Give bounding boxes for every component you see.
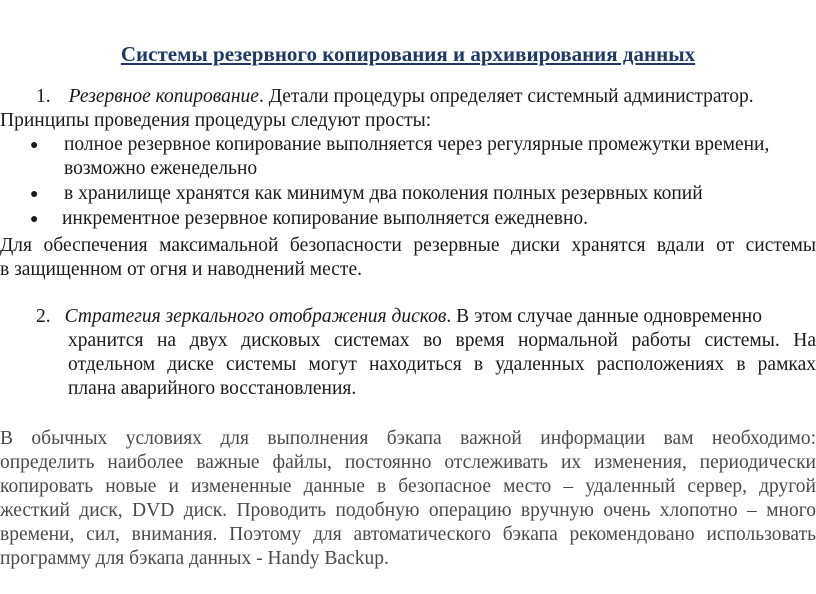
section1-closing-line1: Для обеспечения максимальной безопасности резервные диски хранятся вдали от системы (0, 235, 816, 256)
section2-heading-line (36, 305, 816, 329)
page-title: Системы резервного копирования и архивирования данных (120, 42, 696, 66)
paragraph-line-1: В обычных условиях для выполнения бэкапа важной информации вам необходимо: (0, 428, 816, 449)
bullet-1-line2: возможно еженедельно (64, 158, 258, 179)
section1-term: Резервное копирование (68, 86, 259, 107)
bullet-marker: ● (30, 187, 39, 202)
section2-number: 2. (36, 306, 51, 327)
bullet-1-line1: полное резервное копирование выполняется через регулярные промежутки времени, (64, 134, 770, 155)
section2-text-line4: плана аварийного восстановления. (68, 378, 357, 399)
bullet-marker: ● (30, 212, 39, 227)
section1-number: 1. (36, 86, 51, 107)
paragraph-line-4: жесткий диск, DVD диск. Проводить подобную операцию вручную очень хлопотно – много (0, 500, 816, 521)
paragraph-line-5: времени, сил, внимания. Поэтому для автоматического бэкапа рекомендовано использовать (0, 524, 816, 545)
section1-closing-line2: в защищенном от огня и наводнений месте. (0, 259, 362, 280)
paragraph-line-2: определить наиболее важные файлы, постоянно отслеживать их изменения, периодически (0, 452, 816, 473)
section2-text-line1: . В этом случае данные одновременно (446, 306, 762, 327)
section1-heading-line (36, 85, 754, 109)
section2-text-line2: хранится на двух дисковых системах во время нормальной работы системы. На (68, 330, 816, 351)
bullet-marker: ● (30, 138, 39, 153)
paragraph-line-6: программу для бэкапа данных - Handy Backup. (0, 548, 389, 569)
bullet-3-line1: инкрементное резервное копирование выполняется ежедневно. (62, 208, 589, 229)
paragraph-line-3: копировать новые и измененные данные в безопасное место – удаленный сервер, другой (0, 476, 816, 497)
section2-text-line3: отдельном диске системы могут находиться в удаленных расположениях в рамках (68, 354, 816, 375)
section2-term: Стратегия зеркального отображения дисков (64, 306, 447, 327)
section1-text: . Детали процедуры определяет системный администратор. (258, 86, 754, 107)
section1-intro: Принципы проведения процедуры следуют просты: (0, 110, 432, 131)
bullet-2-line1: в хранилище хранятся как минимум два поколения полных резервных копий (64, 183, 703, 204)
